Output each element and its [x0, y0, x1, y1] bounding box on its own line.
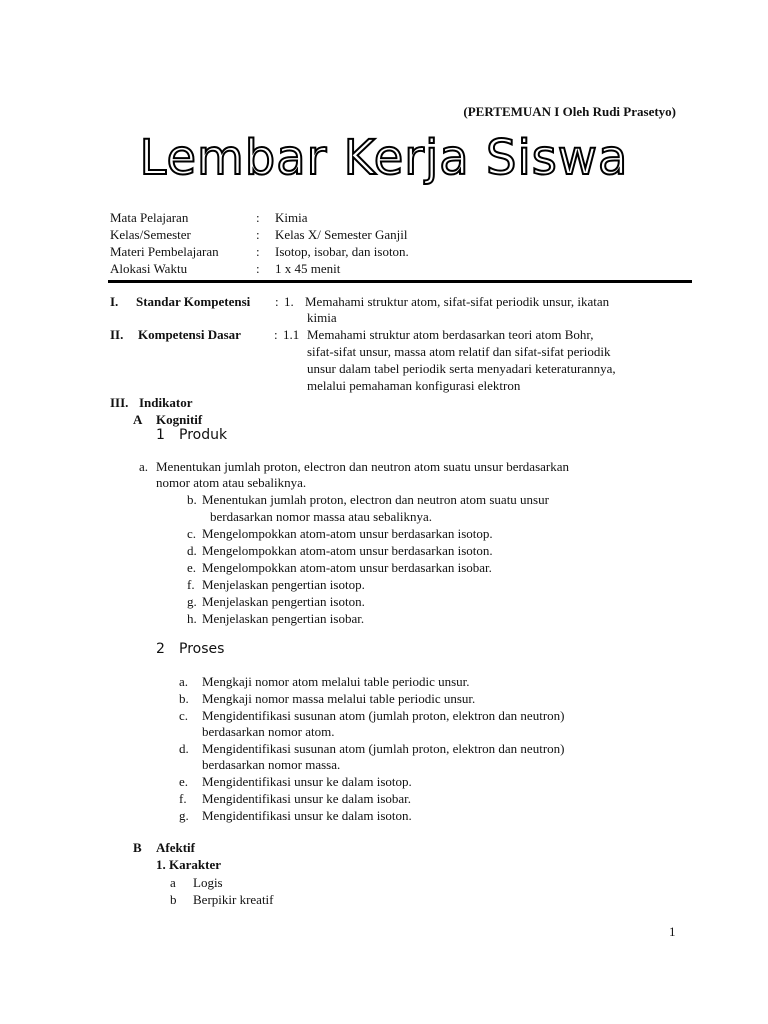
subsection-title: Afektif [156, 840, 195, 855]
info-value: Isotop, isobar, dan isoton. [275, 244, 409, 259]
list-item: berdasarkan nomor atom. [202, 724, 335, 739]
section-title: Kompetensi Dasar [138, 327, 241, 342]
kd-line: Memahami struktur atom berdasarkan teori atom Bohr, [307, 327, 594, 342]
info-sep: : [256, 244, 260, 259]
section-number: III. [110, 395, 129, 410]
section-title: Standar Kompetensi [136, 294, 251, 309]
list-item: Mengidentifikasi susunan atom (jumlah proton, elektron dan neutron) [202, 708, 565, 723]
info-sep: : [256, 227, 260, 242]
list-label: a. [179, 674, 189, 689]
list-item: nomor atom atau sebaliknya. [156, 475, 307, 490]
sk-line: kimia [307, 310, 337, 325]
list-item: Mengkaji nomor atom melalui table periodic unsur. [202, 674, 470, 689]
page-title: Lembar Kerja Siswa [139, 130, 629, 186]
info-value: 1 x 45 menit [275, 261, 341, 276]
list-label: d. [179, 741, 189, 756]
list-label: e. [179, 774, 189, 789]
list-label: h. [187, 611, 197, 626]
item-number: 1.1 [283, 327, 300, 342]
list-label: b. [179, 691, 189, 706]
list-item: Mengelompokkan atom-atom unsur berdasarkan isotop. [202, 526, 493, 541]
list-label: c. [179, 708, 189, 723]
list-label: f. [187, 577, 195, 592]
page-number: 1 [669, 924, 676, 939]
list-label: a. [139, 459, 149, 474]
section-number: II. [110, 327, 124, 342]
section-title: Indikator [139, 395, 193, 410]
list-label: c. [187, 526, 197, 541]
list-label: g. [187, 594, 197, 609]
subsection-letter: A [133, 412, 143, 427]
list-item: Mengidentifikasi unsur ke dalam isotop. [202, 774, 412, 789]
list-item: Mengelompokkan atom-atom unsur berdasarkan isoton. [202, 543, 493, 558]
subsection-title: Kognitif [156, 412, 203, 427]
list-item: Berpikir kreatif [193, 892, 274, 907]
list-label: e. [187, 560, 197, 575]
list-item: Menjelaskan pengertian isotop. [202, 577, 365, 592]
info-value: Kelas X/ Semester Ganjil [275, 227, 408, 242]
list-item: Logis [193, 875, 223, 890]
group-title: Produk [179, 427, 228, 443]
list-label: d. [187, 543, 197, 558]
group-title: Proses [179, 641, 225, 657]
list-label: g. [179, 808, 189, 823]
info-sep: : [256, 261, 260, 276]
group-number: 1 [156, 427, 165, 443]
list-item: Mengelompokkan atom-atom unsur berdasarkan isobar. [202, 560, 492, 575]
list-item: berdasarkan nomor massa. [202, 757, 341, 772]
group-title: 1. Karakter [156, 857, 221, 872]
info-label: Mata Pelajaran [110, 210, 189, 225]
list-item: Menentukan jumlah proton, electron dan neutron atom suatu unsur [202, 492, 549, 507]
list-label: b. [187, 492, 197, 507]
kd-line: sifat-sifat unsur, massa atom relatif dan sifat-sifat periodik [307, 344, 611, 359]
divider [108, 280, 692, 283]
list-item: Menjelaskan pengertian isobar. [202, 611, 365, 626]
list-item: Menjelaskan pengertian isoton. [202, 594, 365, 609]
list-label: f. [179, 791, 187, 806]
section-sep: : [274, 327, 278, 342]
list-item: Mengkaji nomor massa melalui table periodic unsur. [202, 691, 476, 706]
list-item: Mengidentifikasi susunan atom (jumlah proton, elektron dan neutron) [202, 741, 565, 756]
list-item: berdasarkan nomor massa atau sebaliknya. [210, 509, 433, 524]
list-item: Mengidentifikasi unsur ke dalam isobar. [202, 791, 412, 806]
info-sep: : [256, 210, 260, 225]
info-label: Materi Pembelajaran [110, 244, 219, 259]
info-label: Alokasi Waktu [110, 261, 188, 276]
item-number: 1. [284, 294, 294, 309]
info-label: Kelas/Semester [110, 227, 191, 242]
list-item: Menentukan jumlah proton, electron dan neutron atom suatu unsur berdasarkan [156, 459, 569, 474]
list-label: b [170, 892, 177, 907]
kd-line: melalui pemahaman konfigurasi elektron [307, 378, 521, 393]
kd-line: unsur dalam tabel periodik serta menyadari keteraturannya, [307, 361, 616, 376]
section-number: I. [110, 294, 119, 309]
section-sep: : [275, 294, 279, 309]
group-number: 2 [156, 641, 165, 657]
info-value: Kimia [275, 210, 308, 225]
list-label: a [170, 875, 176, 890]
list-item: Mengidentifikasi unsur ke dalam isoton. [202, 808, 412, 823]
sk-line: Memahami struktur atom, sifat-sifat periodik unsur, ikatan [305, 294, 610, 309]
meeting-header: (PERTEMUAN I Oleh Rudi Prasetyo) [463, 104, 676, 119]
subsection-letter: B [133, 840, 142, 855]
